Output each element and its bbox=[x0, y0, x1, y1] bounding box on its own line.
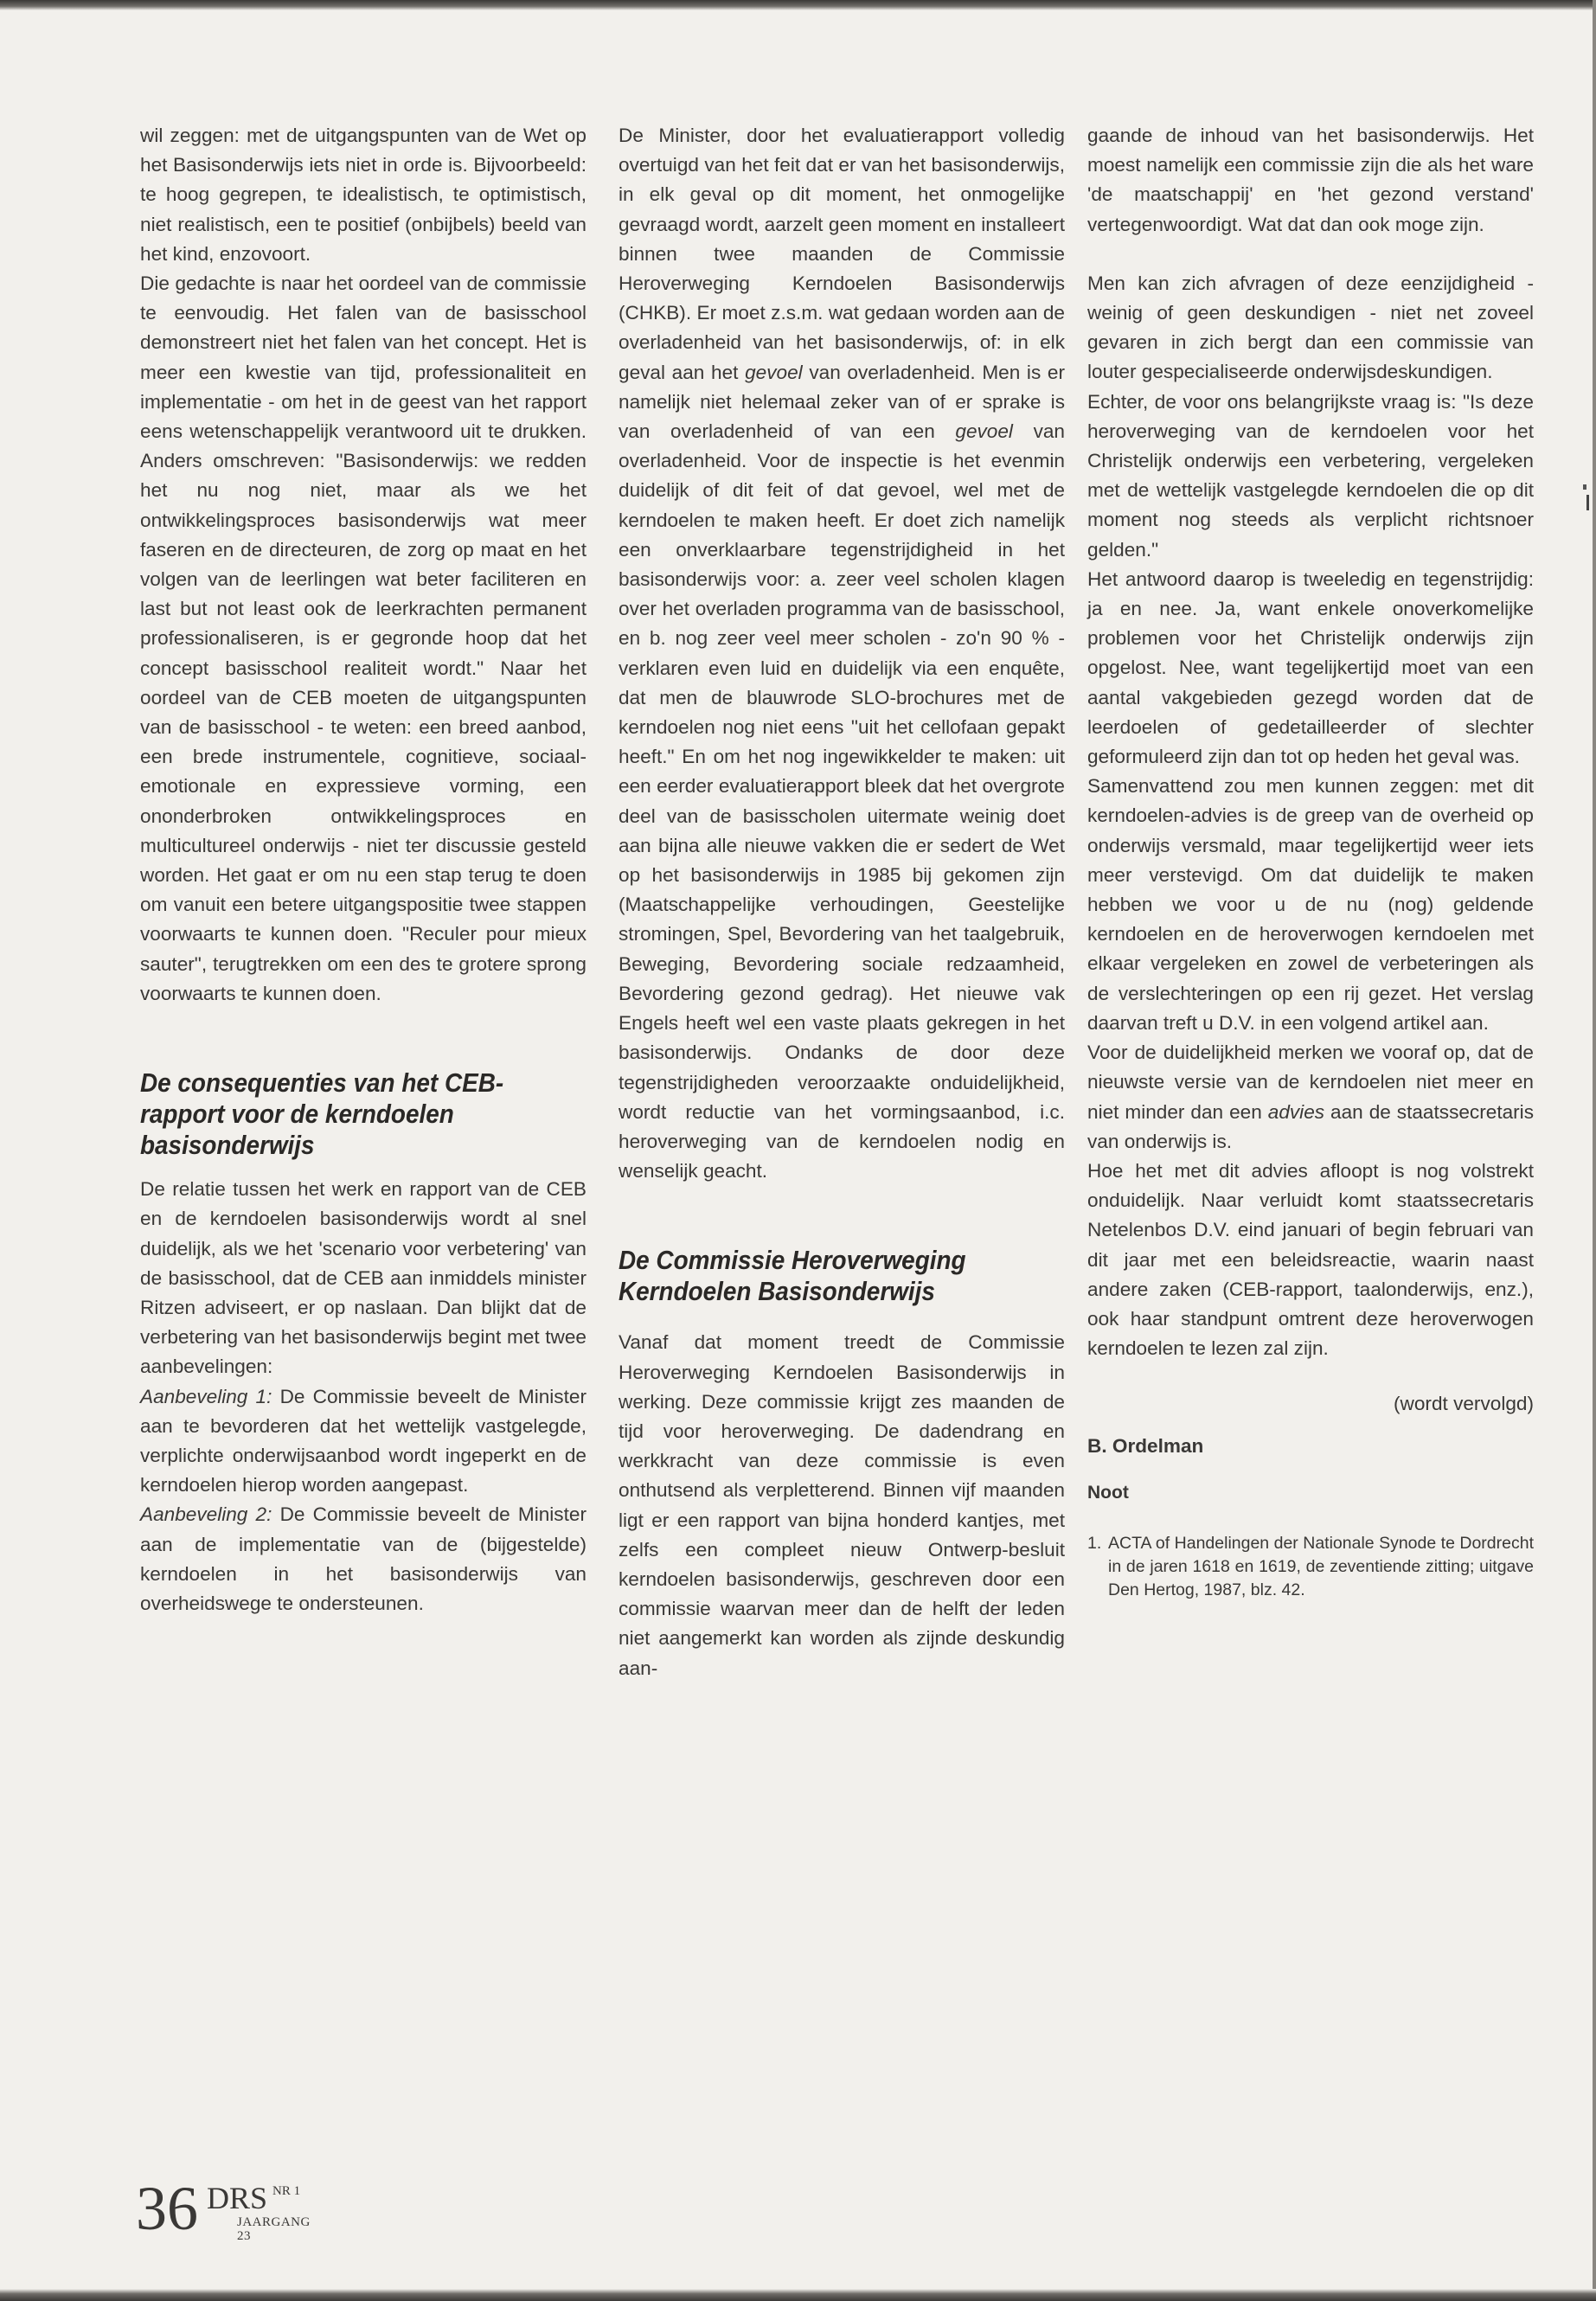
recommendation-1 bbox=[140, 1382, 586, 1501]
paragraph: Vanaf dat moment treedt de Commissie Heroverweging Kerndoelen Basisonderwijs in werking. Deze commissie krijgt zes maanden de tijd voor heroverweging. De dadendrang en werkkracht van deze commissie is even onthutsend als verpletterend. Binnen vijf maanden ligt er een rapport van bijna honderd kantjes, met zelfs een compleet nieuw Ontwerp-besluit kerndoelen basisonderwijs, geschreven door een commissie waarvan meer dan de helft der leden niet aangemerkt kan worden als zijnde deskundig aan- bbox=[619, 1331, 1065, 1679]
page-number: 36 bbox=[136, 2174, 198, 2243]
margin-mark bbox=[1586, 495, 1589, 510]
section-heading: De Commissie Heroverweging Kerndoelen Basisonderwijs bbox=[619, 1245, 966, 1307]
text-run: De Minister, door het evaluatierapport volledig overtuigd van het feit dat er van het basisonderwijs, in elk geval op dit moment, het onmogelijke gevraagd wordt, aarzelt geen moment en installeert binnen twee maanden de Commissie Heroverweging Kerndoelen Basisonderwijs (CHKB). Er moet z.s.m. wat gedaan worden aan de overladenheid van het basisonderwijs, of: in elk geval aan het bbox=[619, 125, 1065, 383]
page-edge-top bbox=[0, 0, 1596, 10]
paragraph: De relatie tussen het werk en rapport van de CEB en de kerndoelen basisonderwijs wordt al snel duidelijk, als we het 'scenario voor verbetering' van de basisschool, dat de CEB aan inmiddels minister Ritzen adviseert, er op naslaan. Dan blijkt dat de verbetering van het basisonderwijs begint met twee aanbevelingen: bbox=[140, 1178, 586, 1378]
recommendation-label: Aanbeveling 1: bbox=[140, 1385, 272, 1407]
paragraph bbox=[1087, 1038, 1534, 1157]
recommendation-text: De Commissie beveelt de Minister aan te bevorderen dat het wettelijk vastgelegde, verplichte onderwijsaanbod wordt ingeperkt en de kerndoelen hierop worden aangepast. bbox=[140, 1385, 586, 1497]
page-folio bbox=[136, 2174, 311, 2243]
recommendation-2 bbox=[140, 1500, 586, 1618]
paragraph: wil zeggen: met de uitgangspunten van de Wet op het Basisonderwijs iets niet in orde is. Bijvoorbeeld: te hoog gegrepen, te idealistisch, te optimistisch, niet realistisch, een te positief (onbijbels) beeld van het kind, enzovoort. bbox=[140, 125, 586, 265]
column-left bbox=[140, 121, 586, 1618]
page-edge-right bbox=[1593, 0, 1596, 2301]
emphasis: gevoel bbox=[955, 420, 1013, 443]
magazine-name: DRS bbox=[207, 2181, 268, 2215]
paragraph: Het antwoord daarop is tweeledig en tegenstrijdig: ja en nee. Ja, want enkele onoverkomelijke problemen voor het Christelijk onderwijs zijn opgelost. Nee, want tegelijkertijd moet van een aantal vakgebieden gezegd worden dat de leerdoelen of gedetailleerder of slechter geformuleerd zijn dan tot op heden het geval was. bbox=[1087, 567, 1534, 768]
footnote bbox=[1087, 1532, 1534, 1602]
paragraph: Samenvattend zou men kunnen zeggen: met dit kerndoelen-advies is de greep van de overheid op onderwijs versmald, maar tegelijkertijd weer iets meer verstevigd. Om dat duidelijk te maken hebben we voor u de nu (nog) geldende kerndoelen en de heroverwogen kerndoelen met elkaar vergeleken en zowel de verbeteringen als de verslechteringen op een rij gezet. Het verslag daarvan treft u D.V. in een volgend artikel aan. bbox=[1087, 775, 1534, 1034]
issue-number: NR 1 bbox=[272, 2184, 301, 2198]
page-edge-bottom bbox=[0, 2289, 1596, 2301]
column-right bbox=[1087, 121, 1534, 1602]
paragraph bbox=[619, 121, 1065, 1186]
footnote-text: ACTA of Handelingen der Nationale Synode te Dordrecht in de jaren 1618 en 1619, de zeventiende zitting; uitgave Den Hertog, 1987, blz. 42. bbox=[1108, 1533, 1534, 1599]
recommendation-text: De Commissie beveelt de Minister aan de implementatie van de (bijgestelde) kerndoelen in het basisonderwijs van overheidswege te ondersteunen. bbox=[140, 1503, 586, 1614]
paragraph: gaande de inhoud van het basisonderwijs. Het moest namelijk een commissie zijn die als het ware 'de maatschappij' en 'het gezond verstand' vertegenwoordigt. Wat dat dan ook moge zijn. bbox=[1087, 125, 1534, 235]
text-run: aan de staatssecretaris van onderwijs is. bbox=[1087, 1100, 1534, 1152]
emphasis: gevoel bbox=[745, 361, 803, 383]
text-run: van overladenheid. Men is er namelijk niet helemaal zeker van of er sprake is van overladenheid of van een bbox=[619, 361, 1065, 443]
text-run: Voor de duidelijkheid merken we vooraf op, dat de nieuwste versie van de kerndoelen niet meer en niet minder dan een bbox=[1087, 1042, 1534, 1123]
section-heading: De consequenties van het CEB-rapport voor de kerndoelen basisonderwijs bbox=[140, 1067, 504, 1161]
notes-heading: Noot bbox=[1087, 1482, 1129, 1503]
text-run: van overladenheid. Voor de inspectie is het evenmin duidelijk of dit feit of dat gevoel, wel met de kerndoelen te maken heeft. Er doet zich namelijk een onverklaarbare tegenstrijdigheid in het basisonderwijs voor: a. zeer veel scholen klagen over het overladen programma van de basisschool, en b. nog zeer veel meer scholen - zo'n 90 % - verklaren even luid en duidelijk via een enquête, dat men de blauwrode SLO-brochures met de kerndoelen nog niet eens "uit het cellofaan gepakt heeft." En om het nog ingewikkelder te maken: uit een eerder evaluatierapport bleek dat het overgrote deel van de basisscholen uitermate weinig doet aan bijna alle nieuwe vakken die er sedert de Wet op het basisonderwijs in 1985 bij gekomen zijn (Maatschappelijke verhoudingen, Geestelijke stromingen, Spel, Bevordering van het taalgebruik, Beweging, Bevordering sociale redzaamheid, Bevordering gezond gedrag). Het nieuwe vak Engels heeft wel een vaste plaats gekregen in het basisonderwijs. Ondanks de door deze tegenstrijdigheden veroorzaakte onduidelijkheid, wordt reductie van het vormingsaanbod, i.c. heroverweging van de kerndoelen nodig en wenselijk geacht. bbox=[619, 420, 1065, 1183]
emphasis: advies bbox=[1267, 1100, 1325, 1123]
paragraph: Die gedachte is naar het oordeel van de commissie te eenvoudig. Het falen van de basisschool demonstreert niet het falen van het concept. Het is meer een kwestie van tijd, professionaliteit en implementatie - om het in de geest van het rapport eens wetenschappelijk verantwoord uit te drukken. Anders omschreven: "Basisonderwijs: we redden het nu nog niet, maar als we het ontwikkelingsproces basisonderwijs wat meer faseren en de directeuren, de zorg op maat en het volgen van de leerlingen wat beter faciliteren en last but not least ook de leerkrachten permanent professionaliseren, is er gegronde hoop dat het concept basisschool realiteit wordt." Naar het oordeel van de CEB moeten de uitgangspunten van de basisschool - te weten: een breed aanbod, een brede instrumentele, cognitieve, sociaal-emotionale en expressieve vorming, een ononderbroken ontwikkelingsproces en multicultureel onderwijs - niet ter discussie gesteld worden. Het gaat er om nu een stap terug te doen om vanuit een betere uitgangspositie twee stappen voorwaarts te kunnen doen. "Reculer pour mieux sauter", terugtrekken om een des te grotere sprong voorwaarts te kunnen doen. bbox=[140, 272, 586, 1004]
margin-mark bbox=[1583, 484, 1586, 490]
author-name: B. Ordelman bbox=[1087, 1434, 1204, 1457]
paragraph: Echter, de voor ons belangrijkste vraag is: "Is deze heroverweging van de kerndoelen voor het Christelijk onderwijs een verbetering, vergeleken met de wettelijk vastgelegde kerndoelen die op dit moment nog steeds als verplicht richtsnoer gelden." bbox=[1087, 390, 1534, 561]
continued-note: (wordt vervolgd) bbox=[1394, 1393, 1534, 1415]
paragraph: Hoe het met dit advies afloopt is nog volstrekt onduidelijk. Naar verluidt komt staatssecretaris Netelenbos D.V. eind januari of begin februari van dit jaar met een beleidsreactie, waarin naast andere zaken (CEB-rapport, taalonderwijs, enz.), ook haar standpunt omtrent deze heroverwogen kerndoelen te lezen zal zijn. bbox=[1087, 1159, 1534, 1360]
volume-label: JAARGANG 23 bbox=[237, 2215, 311, 2243]
footnote-number: 1. bbox=[1087, 1533, 1102, 1553]
column-middle bbox=[619, 121, 1065, 1683]
paragraph: Men kan zich afvragen of deze eenzijdigheid - weinig of geen deskundigen - niet net zoveel gevaren in zich bergt dan een commissie van louter gespecialiseerde onderwijsdeskundigen. bbox=[1087, 272, 1534, 383]
recommendation-label: Aanbeveling 2: bbox=[140, 1503, 272, 1526]
